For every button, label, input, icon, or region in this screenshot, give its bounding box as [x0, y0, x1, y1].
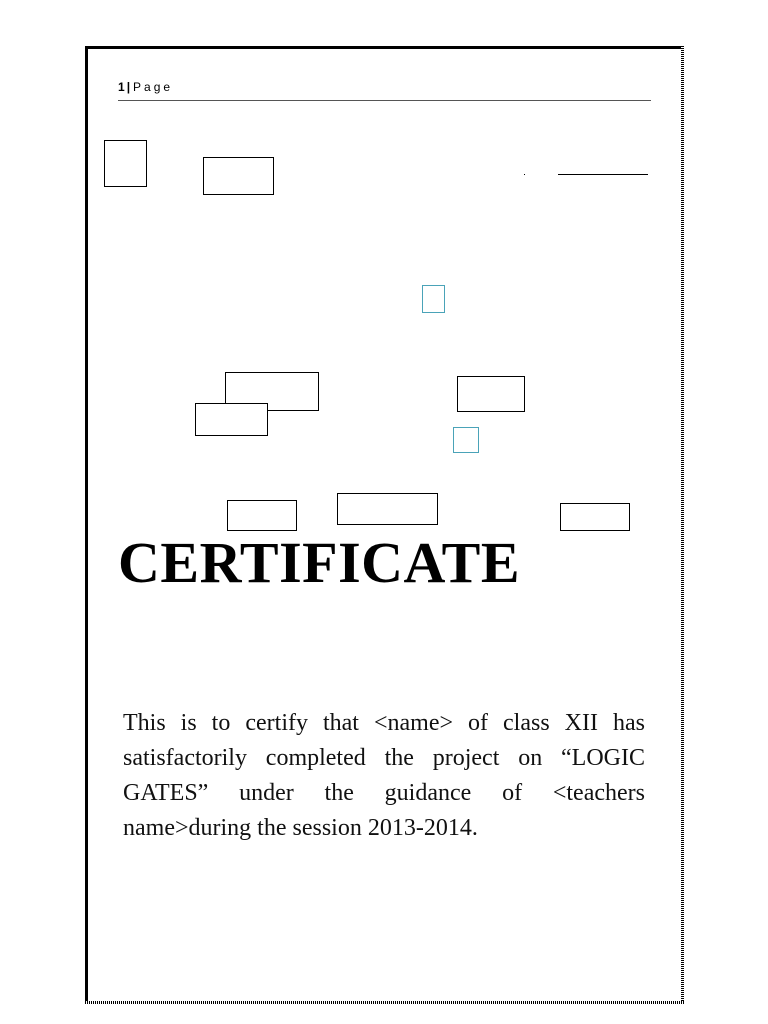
page-border-right: [681, 46, 684, 1004]
empty-frame: [422, 285, 445, 313]
page-header: [118, 80, 651, 101]
stray-line: [558, 174, 648, 175]
page-separator: |: [126, 80, 131, 94]
empty-frame: [453, 427, 479, 453]
page-border-left: [85, 46, 88, 1004]
empty-frame: [560, 503, 630, 531]
empty-frame: [457, 376, 525, 412]
page-border-bottom: [85, 1001, 684, 1004]
page-label: Page: [133, 80, 174, 94]
page-border-top: [85, 46, 684, 49]
document-page: [85, 46, 684, 1004]
empty-frame: [337, 493, 438, 525]
empty-frame: [203, 157, 274, 195]
empty-frame: [195, 403, 268, 436]
certificate-body: This is to certify that <name> of class XII has satisfactorily completed the project on “LOGIC GATES” under the guidance of <teachers name>during the session 2013-2014.: [123, 710, 645, 841]
empty-frame: [104, 140, 147, 187]
certificate-title: CERTIFICATE: [118, 530, 521, 595]
page-number: 1: [118, 80, 125, 94]
empty-frame: [227, 500, 297, 531]
stray-dot: [524, 174, 525, 175]
